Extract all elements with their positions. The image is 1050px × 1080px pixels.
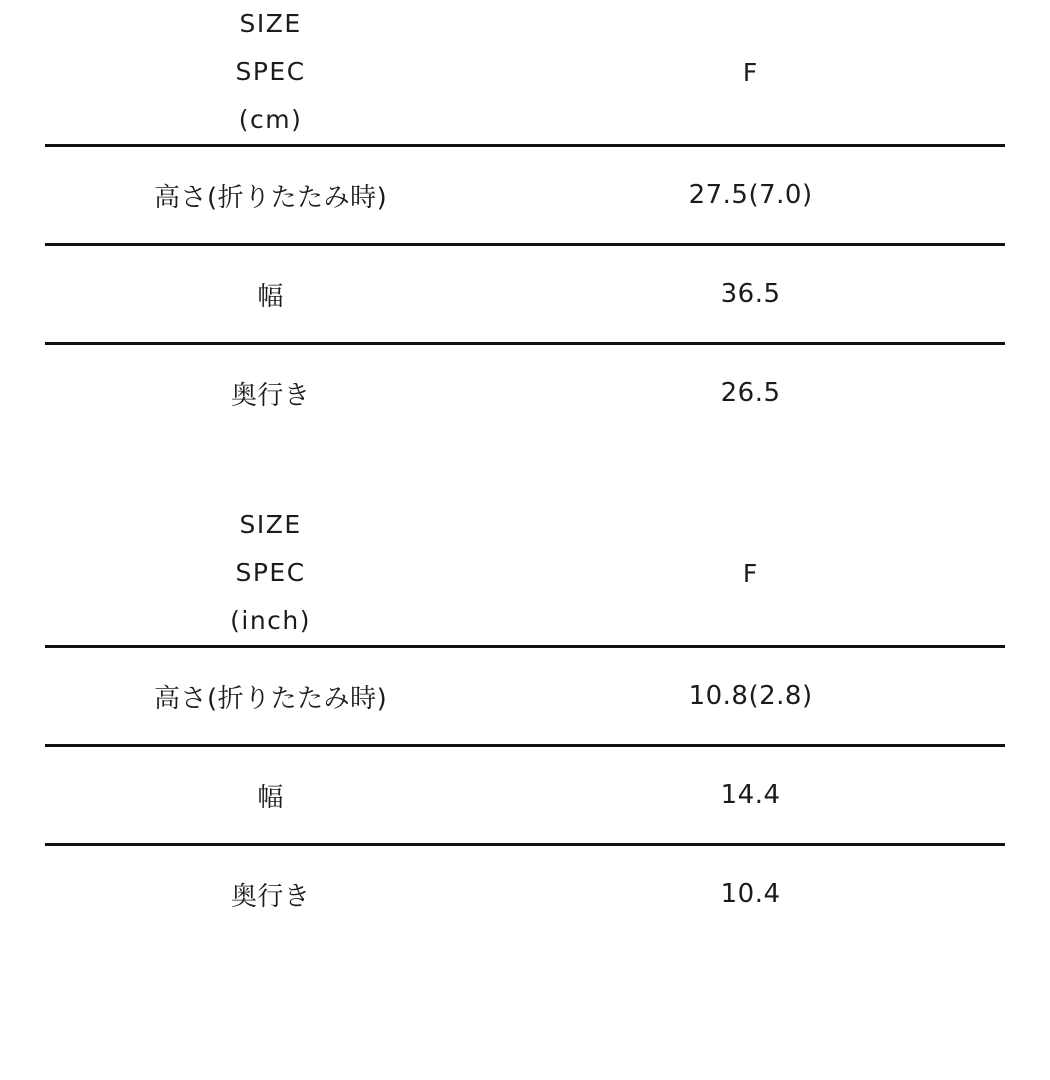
header-line-2: SPEC [235,57,306,86]
row-label: 幅 [257,281,284,312]
row-value: 36.5 [720,279,781,309]
row-value-cell [496,846,1005,942]
row-label: 奥行き [230,881,311,912]
header-line-1: SIZE [239,9,302,38]
size-column-header: F [742,57,759,87]
row-label-cell [45,147,496,243]
table-header-label-cell [45,0,496,144]
table-header-label [45,501,496,645]
table-spacer [45,441,1005,501]
header-line-3: (cm) [238,105,303,134]
table-row [45,846,1005,942]
table-header-row [45,501,1005,645]
size-spec-table-inch [45,501,1005,942]
row-value-cell [496,648,1005,744]
header-line-2: SPEC [235,558,306,587]
row-label-cell [45,747,496,843]
header-line-1: SIZE [239,510,302,539]
table-header-label-cell [45,501,496,645]
table-header-value-cell [496,0,1005,144]
row-value: 14.4 [720,780,781,810]
row-label-cell [45,345,496,441]
table-row [45,345,1005,441]
row-value: 10.4 [720,879,781,909]
table-header-value-cell [496,501,1005,645]
table-row [45,747,1005,843]
row-label-cell [45,246,496,342]
header-line-3: (inch) [230,606,312,635]
table-row [45,246,1005,342]
table-row [45,648,1005,744]
row-value: 10.8(2.8) [688,681,813,711]
row-label: 奥行き [230,380,311,411]
row-label: 幅 [257,782,284,813]
row-label-cell [45,648,496,744]
row-label-cell [45,846,496,942]
size-spec-table-cm [45,0,1005,441]
row-label: 高さ(折りたたみ時) [153,182,388,213]
table-header-label [45,0,496,144]
row-value-cell [496,246,1005,342]
table-header-row [45,0,1005,144]
row-label: 高さ(折りたたみ時) [153,683,388,714]
row-value: 27.5(7.0) [688,180,813,210]
row-value-cell [496,747,1005,843]
size-column-header: F [742,558,759,588]
row-value-cell [496,345,1005,441]
row-value: 26.5 [720,378,781,408]
table-row [45,147,1005,243]
row-value-cell [496,147,1005,243]
